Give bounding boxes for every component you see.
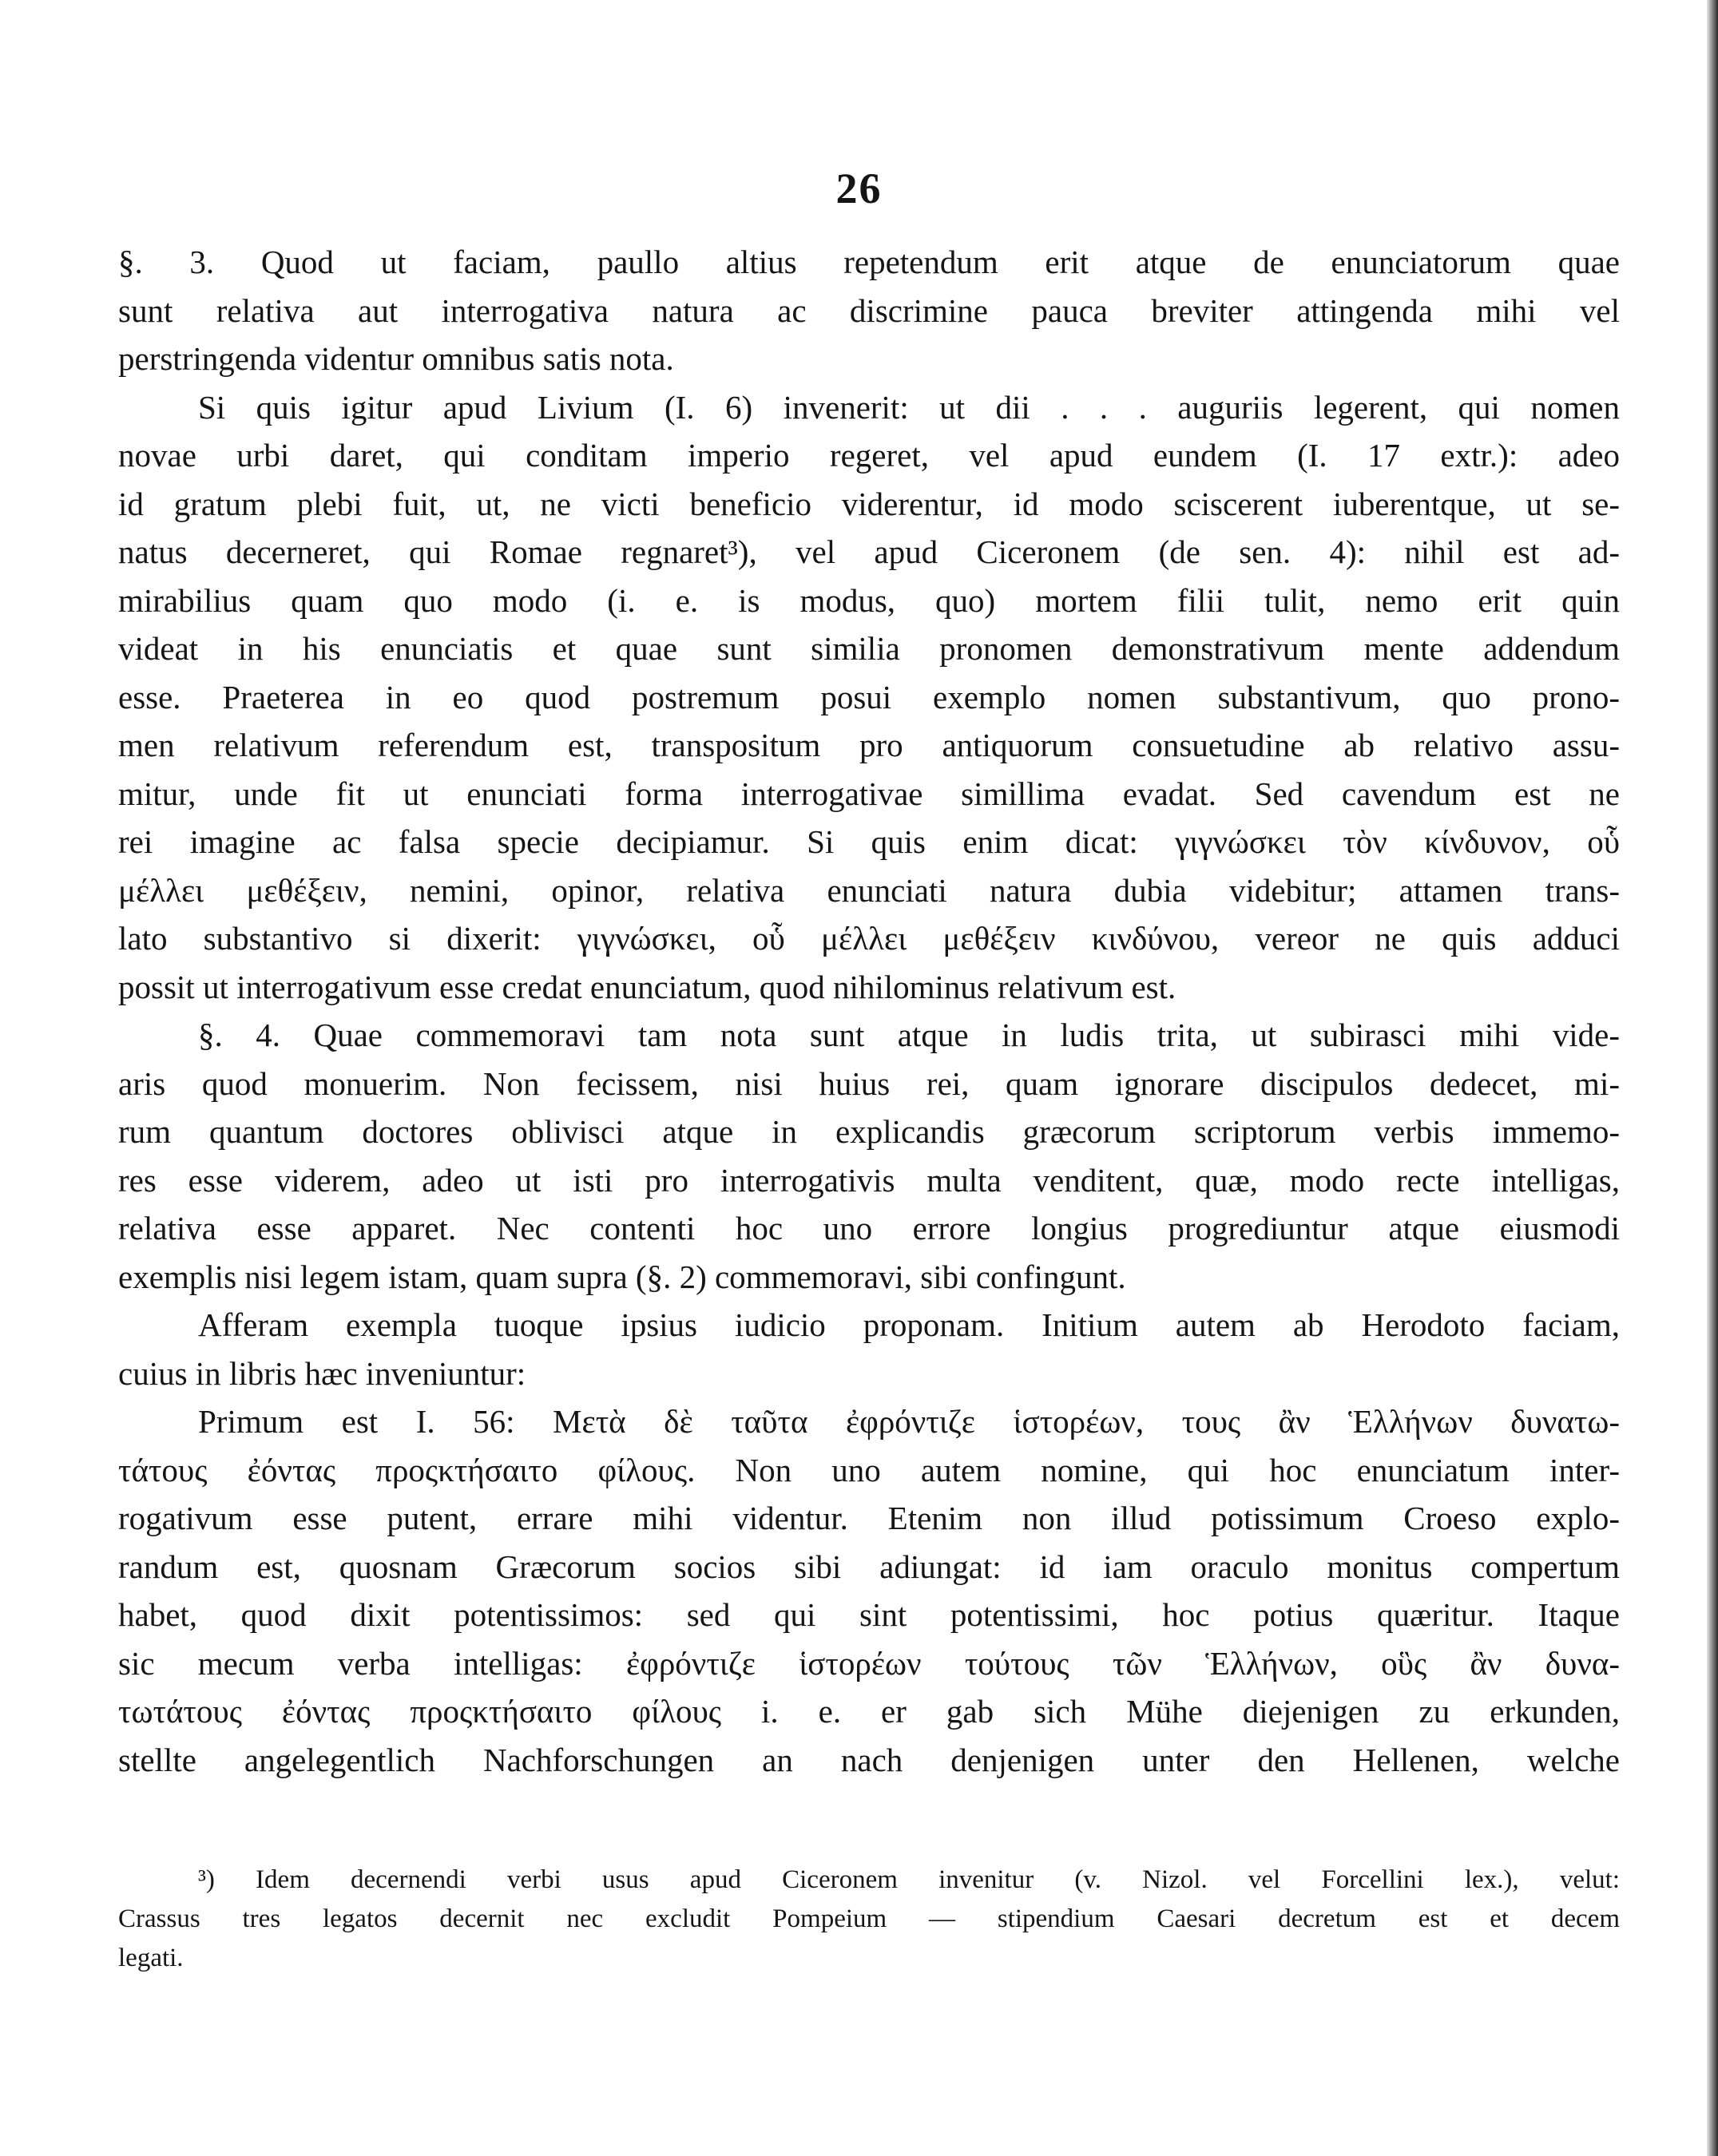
text-line: rum quantum doctores oblivisci atque in explicandis græcorum scriptorum verbis immemo- [118,1113,1620,1150]
text-line: id gratum plebi fuit, ut, ne victi beneficio viderentur, id modo sciscerent iuberentque, ut se- [118,485,1620,522]
text-line: novae urbi daret, qui conditam imperio regeret, vel apud eundem (I. 17 extr.): adeo [118,437,1620,474]
footnotes [118,1861,1620,1978]
text-line: men relativum referendum est, transpositum pro antiquorum consuetudine ab relativo assu- [118,727,1620,763]
page-number: 26 [835,164,883,212]
text-line: natus decerneret, qui Romae regnaret³), vel apud Ciceronem (de sen. 4): nihil est ad- [118,533,1620,570]
text-line: exemplis nisi legem istam, quam supra (§. 2) commemoravi, sibi confingunt. [118,1258,1126,1295]
text-line: Primum est I. 56: Μετὰ δὲ ταῦτα ἐφρόντιζε ἱστορέων, τους ἂν Ἑλλήνων δυνατω- [198,1403,1620,1440]
text-line: lato substantivo si dixerit: γιγνώσκει, οὗ μέλλει μεθέξειν κινδύνου, vereor ne quis adduci [118,920,1620,957]
text-line: rei imagine ac falsa specie decipiamur. Si quis enim dicat: γιγνώσκει τὸν κίνδυνον, οὗ [118,823,1620,860]
text-line: randum est, quosnam Græcorum socios sibi adiungat: id iam oraculo monitus compertum [118,1548,1620,1585]
text-line: rogativum esse putent, errare mihi videntur. Etenim non illud potissimum Croeso explo- [118,1500,1620,1536]
text-line: perstringenda videntur omnibus satis nota. [118,340,674,377]
text-line: §. 3. Quod ut faciam, paullo altius repetendum erit atque de enunciatorum quae [118,244,1620,280]
text-line: Si quis igitur apud Livium (I. 6) invenerit: ut dii . . . auguriis legerent, qui nomen [198,388,1620,426]
footnote-line: legati. [118,1944,184,1972]
text-line: stellte angelegentlich Nachforschungen an nach denjenigen unter den Hellenen, welche [118,1741,1620,1778]
text-line: sunt relativa aut interrogativa natura ac discrimine pauca breviter attingenda mihi vel [118,291,1620,329]
body-text [118,238,1620,1784]
text-line: videat in his enunciatis et quae sunt similia pronomen demonstrativum mente addendum [118,630,1620,667]
text-line: μέλλει μεθέξειν, nemini, opinor, relativa enunciati natura dubia videbitur; attamen trans- [118,871,1620,909]
text-line: mirabilius quam quo modo (i. e. is modus, quo) mortem filii tulit, nemo erit quin [118,581,1620,619]
text-line: τωτάτους ἐόντας προςκτήσαιτο φίλους i. e. er gab sich Mühe diejenigen zu erkunden, [118,1693,1620,1730]
text-line: sic mecum verba intelligas: ἐφρόντιζε ἱστορέων τούτους τῶν Ἑλλήνων, οὓς ἂν δυνα- [118,1644,1620,1682]
text-line: esse. Praeterea in eo quod postremum posui exemplo nomen substantivum, quo prono- [118,678,1620,715]
text-line: aris quod monuerim. Non fecissem, nisi huius rei, quam ignorare discipulos dedecet, mi- [118,1064,1620,1102]
text-line: habet, quod dixit potentissimos: sed qui sint potentissimi, hoc potius quæritur. Itaque [118,1596,1620,1633]
text-line: possit ut interrogativum esse credat enunciatum, quod nihilominus relativum est. [118,968,1176,1005]
footnote-line: Crassus tres legatos decernit nec excludit Pompeium — stipendium Caesari decretum est et decem [118,1904,1620,1933]
text-line: τάτους ἐόντας προςκτήσαιτο φίλους. Non uno autem nomine, qui hoc enunciatum inter- [118,1451,1620,1488]
footnote-line: ³) Idem decernendi verbi usus apud Ciceronem invenitur (v. Nizol. vel Forcellini lex.), velut: [198,1865,1620,1894]
text-line: cuius in libris hæc inveniuntur: [118,1354,526,1392]
text-line: res esse viderem, adeo ut isti pro interrogativis multa venditent, quæ, modo recte intelligas, [118,1161,1620,1199]
text-line: §. 4. Quae commemoravi tam nota sunt atque in ludis trita, ut subirasci mihi vide- [198,1017,1620,1053]
text-line: relativa esse apparet. Nec contenti hoc uno errore longius progrediuntur atque eiusmodi [118,1210,1620,1246]
page-edge [1707,0,1718,2156]
text-line: mitur, unde fit ut enunciati forma interrogativae simillima evadat. Sed cavendum est ne [118,775,1620,812]
text-line: Afferam exempla tuoque ipsius iudicio proponam. Initium autem ab Herodoto faciam, [198,1306,1620,1343]
